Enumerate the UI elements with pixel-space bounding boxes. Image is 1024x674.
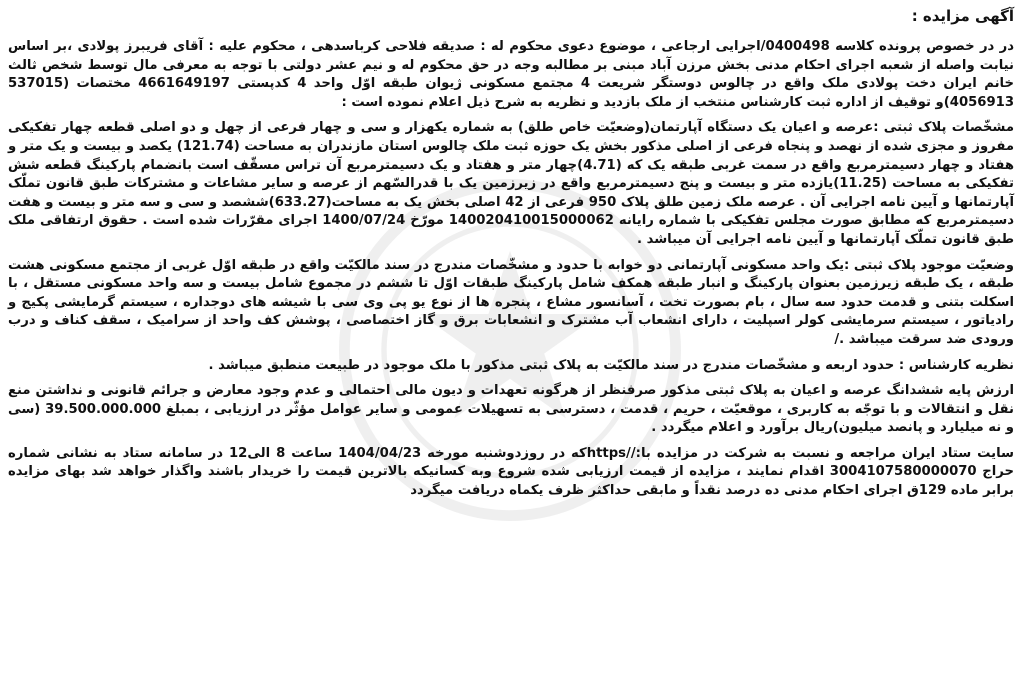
base-value-paragraph: ارزش پایه ششدانگ عرصه و اعیان به پلاک ثبتی مذکور صرفنظر از هرگونه تعهدات و دیون مالی احتمالی و عدم وجود معارض و جرائم قانونی و نداشتن منع نقل و انتقالات و با توجّه به کاربری ، موقعیّت ، حریم ، قدمت ، دسترسی به تسهیلات عمومی و سایر عوامل مؤثّر در ارزیابی ، بمبلغ 39.500.000.000 (سی و نه میلیارد و پانصد میلیون)ریال برآورد و اعلام میگردد .: [8, 383, 1014, 436]
current-condition-paragraph: وضعیّت موجود پلاک ثبتی :یک واحد مسکونی آپارتمانی دو خوابه با حدود و مشخّصات مندرج در سند مالکیّت واقع در طبقه اوّل غربی از مجتمع مسکونی هشت طبقه ، یک طبقه زیرزمین بعنوان پارکینگ و انبار طبقه همکف شامل پارکینگ طبقات اوّل تا ششم در مجموع شامل بیست و سه واحد مسکونی مستقل ، با اسکلت بتنی و قدمت حدود سه سال ، بام بصورت تخت ، آسانسور مشاع ، پنجره ها از نوع یو پی وی سی با شیشه های دوجداره ، سیستم گرمایشی پکیج و رادیاتور ، سیستم سرمایشی کولر اسپلیت ، دارای انشعاب آب مشترک و انشعابات برق و گاز اختصاصی ، پوشش کف واحد از سرامیک ، سقف کناف و درب ورودی ضد سرقت میباشد ./: [8, 257, 1014, 347]
announcement-page: [8, 6, 1014, 670]
case-intro-paragraph: در در خصوص پرونده کلاسه 0400498/اجرایی ارجاعی ، موضوع دعوی محکوم له : صدیقه فلاحی کرباسدهی ، محکوم علیه : آقای فریبرز پولادی ،بر اساس نیابت واصله از شعبه اجرای احکام مدنی بخش مرزن آباد مبنی بر مطالبه وجه در حق محکوم له و نیم عشر دولتی با توجه به معرفی مال توسط شخص ثالث خانم ایران دخت پولادی ملک واقع در چالوس دوستگر شریعت 4 مجتمع مسکونی ژیوان طبقه اوّل واحد 4 کدپستی 4661649197 مختصات (537015 4056913)و توقیف از اداره ثبت کارشناس منتخب از ملک بازدید و نظریه به شرح ذیل اعلام نموده است :: [8, 39, 1014, 110]
auction-instructions-paragraph: سایت ستاد ایران مراجعه و نسبت به شرکت در مزایده با://httpsکه در روزدوشنبه مورخه 1404/04/23 ساعت 8 الی12 در سامانه ستاد به نشانی شماره حراج 3004107580000070 اقدام نمایند ، مزایده از قیمت ارزیابی شده شروع وبه کسانیکه بالاترین قیمت را خریدار باشند واگذار خواهد شد بهای مزایده برابر ماده 129ق اجرای احکام مدنی ده درصد نقداً و مابقی حداکثر ظرف یکماه دریافت میگردد: [8, 445, 1015, 499]
page-title: آگهی مزایده :: [911, 7, 1014, 25]
registered-plot-specs-paragraph: مشخّصات پلاک ثبتی :عرصه و اعیان یک دستگاه آپارتمان(وضعیّت خاص طلق) به شماره یکهزار و سی و چهار فرعی از چهل و دو اصلی قطعه چهار تفکیکی مفروز و مجزی شده از نهصد و پنجاه فرعی از اصلی مذکور بخش یک حوزه ثبت ملک چالوس استان مازندران به مساحت (121.74) یکصد و بیست و یک متر و هفتاد و چهار دسیمترمربع واقع در سمت غربی طبقه یک که (4.71)چهار متر و هفتاد و یک دسیمترمربع آن تراس مسقّف است بانضمام پارکینگ قطعه شش تفکیکی به مساحت (11.25)یازده متر و بیست و پنج دسیمترمربع واقع در زیرزمین یک با قدرالسّهم از عرصه و سایر مشاعات و مشترکات طبق قانون تملّک آپارتمانها و آیین نامه اجرایی آن . عرصه ملک زمین طلق پلاک 950 فرعی از 42 اصلی بخش یک به مساحت(633.27)ششصد و سی و سه متر و بیست و هفت دسیمترمربع که مطابق صورت مجلس تفکیکی با شماره رایانه 140020410015000062 مورّخ 1400/07/24 اجرای مقرّرات شده است . حقوق ارتفاقی ملک طبق قانون تملّک آپارتمانها و آیین نامه اجرایی آن میباشد .: [8, 120, 1014, 247]
expert-opinion-paragraph: نظریه کارشناس : حدود اربعه و مشخّصات مندرج در سند مالکیّت به پلاک ثبتی مذکور با ملک موجود در طبیعت منطبق میباشد .: [208, 357, 1014, 373]
